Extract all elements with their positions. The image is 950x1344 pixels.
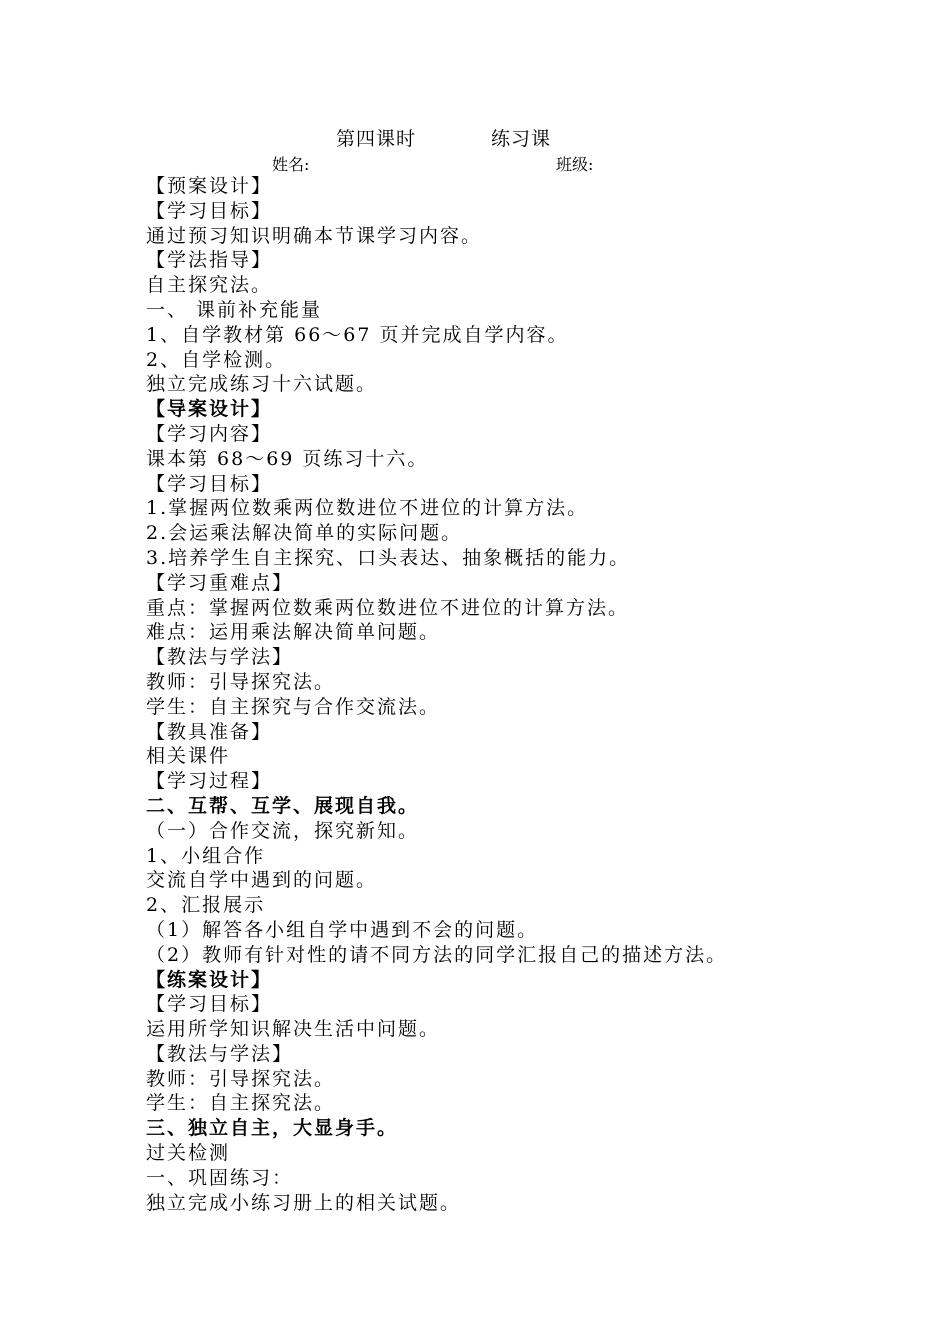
text-line: 【学法指导】: [146, 249, 273, 272]
text-line: 三、独立自主，大显身手。: [146, 1117, 399, 1140]
text-line: 难点：运用乘法解决简单问题。: [146, 621, 441, 644]
text-line: 【导案设计】: [146, 398, 273, 421]
text-line: 【练案设计】: [146, 968, 273, 991]
text-line: 运用所学知识解决生活中问题。: [146, 1018, 441, 1041]
text-line: 学生：自主探究与合作交流法。: [146, 695, 441, 718]
document-body: [146, 174, 936, 1215]
text-line: （一）合作交流，探究新知。: [146, 819, 420, 842]
text-line: 【教具准备】: [146, 720, 273, 743]
text-line: 自主探究法。: [146, 274, 273, 297]
text-line: 【教法与学法】: [146, 1042, 294, 1065]
document-title: [0, 124, 950, 150]
text-line: 一、巩固练习：: [146, 1166, 294, 1189]
text-line: 教师：引导探究法。: [146, 1067, 336, 1090]
text-line: 教师：引导探究法。: [146, 670, 336, 693]
text-line: 【学习重难点】: [146, 571, 294, 594]
text-line: 一、 课前补充能量: [146, 298, 323, 321]
text-line: 独立完成练习十六试题。: [146, 373, 378, 396]
text-line: 【学习目标】: [146, 472, 273, 495]
class-label: 班级:: [556, 155, 594, 174]
text-line: 【学习过程】: [146, 770, 273, 793]
text-line: 2.会运乘法解决简单的实际问题。: [146, 522, 463, 545]
text-line: 二、互帮、互学、展现自我。: [146, 794, 420, 817]
text-line: 【学习目标】: [146, 993, 273, 1016]
text-line: 交流自学中遇到的问题。: [146, 869, 378, 892]
lesson-type: 练习课: [491, 128, 552, 150]
lesson-number: 第四课时: [336, 128, 417, 150]
text-line: 过关检测: [146, 1142, 231, 1165]
text-line: 1、自学教材第 66～67 页并完成自学内容。: [146, 323, 569, 346]
text-line: 【预案设计】: [146, 175, 273, 197]
text-line: （2）教师有针对性的请不同方法的同学汇报自己的描述方法。: [146, 943, 728, 966]
text-line: 课本第 68～69 页练习十六。: [146, 447, 429, 470]
text-line: 【教法与学法】: [146, 646, 294, 669]
text-line: 1.掌握两位数乘两位数进位不进位的计算方法。: [146, 497, 589, 520]
text-line: （1）解答各小组自学中遇到不会的问题。: [146, 918, 539, 941]
text-line: 【学习内容】: [146, 422, 273, 445]
text-line: 2、自学检测。: [146, 348, 287, 371]
text-line: 3.培养学生自主探究、口头表达、抽象概括的能力。: [146, 546, 631, 569]
text-line: 独立完成小练习册上的相关试题。: [146, 1191, 462, 1214]
text-line: 重点：掌握两位数乘两位数进位不进位的计算方法。: [146, 596, 630, 619]
text-line: 2、汇报展示: [146, 894, 266, 917]
text-line: 相关课件: [146, 745, 231, 768]
text-line: 学生：自主探究法。: [146, 1092, 336, 1115]
student-info-line: [0, 152, 950, 174]
text-line: 通过预习知识明确本节课学习内容。: [146, 224, 483, 247]
text-line: 【学习目标】: [146, 199, 273, 222]
text-line: 1、小组合作: [146, 844, 266, 867]
name-label: 姓名:: [272, 155, 310, 174]
